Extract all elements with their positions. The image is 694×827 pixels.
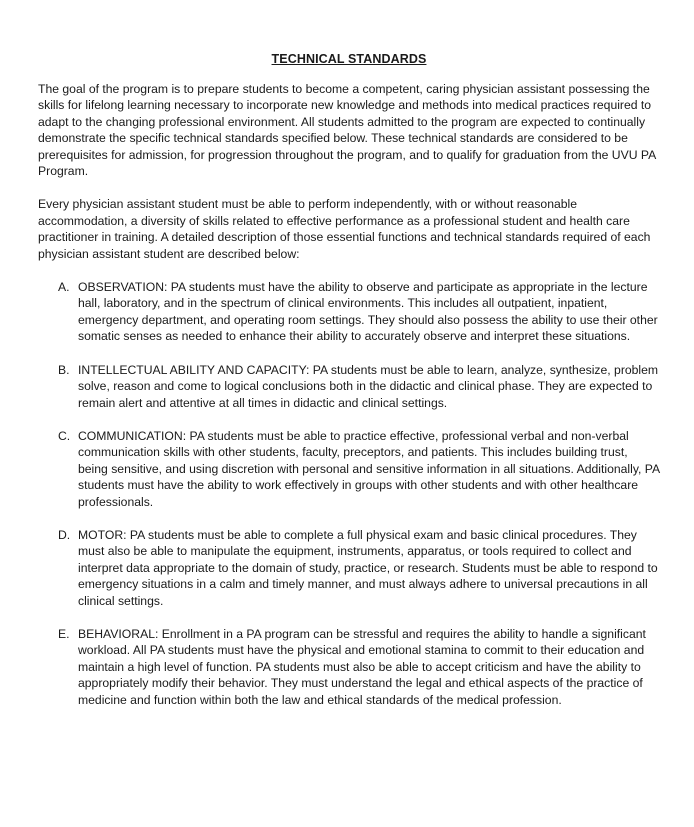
standard-text: BEHAVIORAL: Enrollment in a PA program can be stressful and requires the ability to handle a significant workload. All PA students must have the physical and emotional stamina to commit to their education and maintain a high level of function. PA students must also be able to accept criticism and have the ability to appropriately modify their behavior. They must understand the legal and ethical aspects of the practice of medicine and function within both the law and ethical standards of the medical profession. xyxy=(78,626,646,707)
technical-standards-list xyxy=(38,279,660,708)
standard-text: COMMUNICATION: PA students must be able to practice effective, professional verbal and non-verbal communication skills with other students, faculty, preceptors, and patients. This includes building trust, being sensitive, and using discretion with personal and sensitive information in all situations. Additionally, PA students must have the ability to work effectively in groups with other students and with other healthcare professionals. xyxy=(78,428,660,509)
intro-paragraph-goal: The goal of the program is to prepare students to become a competent, caring physician assistant possessing the skills for lifelong learning necessary to incorporate new knowledge and methods into medical practices required to adapt to the changing professional environment. All students admitted to the program are expected to continually demonstrate the specific technical standards specified below. These technical standards are considered to be prerequisites for admission, for progression throughout the program, and to qualify for graduation from the UVU PA Program. xyxy=(38,82,656,179)
document-page xyxy=(38,51,660,725)
list-marker: E. xyxy=(58,626,70,641)
standard-intellectual-ability xyxy=(38,362,660,411)
list-marker: D. xyxy=(58,527,71,542)
list-marker: A. xyxy=(58,280,70,295)
standard-text: MOTOR: PA students must be able to complete a full physical exam and basic clinical procedures. They must also be able to manipulate the equipment, instruments, apparatus, or tools required to collect and interpret data appropriate to the domain of study, practice, or research. Students must be able to respond to emergency situations in a calm and timely manner, and must always adhere to universal precautions in all clinical settings. xyxy=(78,527,658,608)
standard-behavioral xyxy=(38,626,660,708)
standard-communication xyxy=(38,428,660,510)
intro-paragraph-requirements: Every physician assistant student must be able to perform independently, with or without reasonable accommodation, a diversity of skills related to effective performance as a professional student and health care practitioner in training. A detailed description of those essential functions and technical standards required of each physician assistant student are described below: xyxy=(38,197,651,261)
document-title: TECHNICAL STANDARDS xyxy=(271,52,427,66)
standard-observation xyxy=(38,279,660,345)
standard-text: INTELLECTUAL ABILITY AND CAPACITY: PA students must be able to learn, analyze, synthesize, problem solve, reason and come to logical conclusions both in the didactic and clinical phase. They are expected to remain alert and attentive at all times in didactic and clinical settings. xyxy=(78,362,659,410)
list-marker: B. xyxy=(58,362,70,377)
standard-motor xyxy=(38,527,660,609)
list-marker: C. xyxy=(58,428,71,443)
standard-text: OBSERVATION: PA students must have the ability to observe and participate as appropriate in the lecture hall, laboratory, and in the spectrum of clinical environments. This includes all outpatient, inpatient, emergency department, and operating room settings. They should also possess the ability to use their other somatic senses as needed to enhance their ability to accurately observe and interpret these situations. xyxy=(78,280,658,344)
